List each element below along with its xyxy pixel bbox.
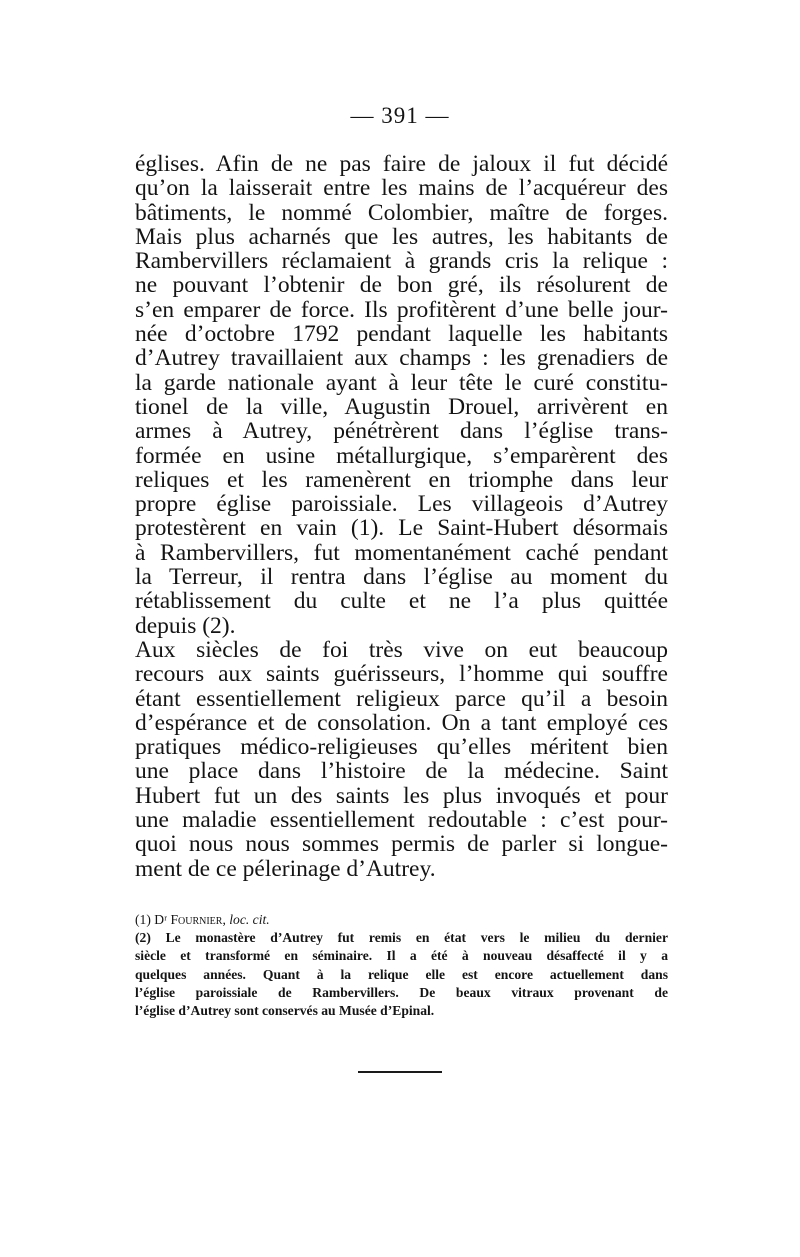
body-line: d’espérance et de consolation. On a tant employé ces: [135, 709, 668, 736]
body-line: à Rambervillers, fut momentanément caché pendant: [135, 539, 668, 566]
footnote-2-line: quelques années. Quant à la relique elle est encore actuellement dans: [135, 966, 668, 982]
footnotes: [135, 911, 668, 1020]
body-line: formée en usine métallurgique, s’emparèrent des: [135, 442, 668, 469]
body-line: rétablissement du culte et ne l’a plus quittée: [135, 588, 668, 615]
body-line: tionel de la ville, Augustin Drouel, arrivèrent en: [135, 393, 668, 420]
body-line: églises. Afin de ne pas faire de jaloux il fut décidé: [135, 151, 668, 177]
body-line: qu’on la laisserait entre les mains de l’acquéreur des: [135, 175, 668, 202]
body-line: recours aux saints guérisseurs, l’homme qui souffre: [135, 661, 668, 688]
footnote-2-line: (2) Le monastère d’Autrey fut remis en état vers le milieu du dernier: [135, 930, 668, 946]
footnote-1-author: Fournier,: [170, 912, 226, 927]
body-line: reliques et les ramenèrent en triomphe dans leur: [135, 466, 668, 493]
footnote-1-reference: loc. cit.: [229, 912, 270, 927]
body-line: la garde nationale ayant à leur tête le curé constitu-: [135, 369, 668, 396]
body-line: la Terreur, il rentra dans l’église au moment du: [135, 564, 668, 591]
paragraph-start-line: Aux siècles de foi très vive on eut beaucoup: [135, 636, 668, 663]
footnote-1-author-prefix: Dʳ: [154, 912, 168, 927]
footnote-1: [135, 911, 668, 929]
body-line: née d’octobre 1792 pendant laquelle les habitants: [135, 321, 668, 348]
body-line: pratiques médico-religieuses qu’elles méritent bien: [135, 734, 668, 761]
paragraph-end-line: depuis (2).: [135, 612, 236, 639]
body-line: Rambervillers réclamaient à grands cris la relique :: [135, 248, 668, 275]
body-line: d’Autrey travaillaient aux champs : les grenadiers de: [135, 345, 668, 372]
page-number: — 391 —: [350, 103, 450, 128]
footnote-1-number: (1): [135, 912, 151, 927]
body-line: ne pouvant l’obtenir de bon gré, ils résolurent de: [135, 272, 668, 299]
body-line: une maladie essentiellement redoutable : c’est pour-: [135, 807, 668, 834]
body-line: protestèrent en vain (1). Le Saint-Hubert désormais: [135, 515, 668, 542]
bottom-rule: [358, 1071, 442, 1073]
body-line: étant essentiellement religieux parce qu’il a besoin: [135, 685, 668, 712]
body-text: [135, 152, 668, 881]
body-line: une place dans l’histoire de la médecine. Saint: [135, 758, 668, 785]
footnote-2-line: siècle et transformé en séminaire. Il a été à nouveau désaffecté il y a: [135, 948, 668, 964]
footnote-2-line: l’église paroissiale de Rambervillers. De beaux vitraux provenant de: [135, 984, 668, 1000]
footnote-2-line: l’église d’Autrey sont conservés au Musée d’Epinal.: [135, 1003, 435, 1019]
body-line: bâtiments, le nommé Colombier, maître de forges.: [135, 199, 668, 226]
paragraph-end-line: ment de ce pélerinage d’Autrey.: [135, 855, 436, 882]
body-line: quoi nous nous sommes permis de parler si longue-: [135, 831, 668, 858]
body-line: Mais plus acharnés que les autres, les habitants de: [135, 223, 668, 250]
body-line: Hubert fut un des saints les plus invoqués et pour: [135, 782, 668, 809]
body-line: s’en emparer de force. Ils profitèrent d’une belle jour-: [135, 296, 668, 323]
body-line: armes à Autrey, pénétrèrent dans l’église trans-: [135, 418, 668, 445]
body-line: propre église paroissiale. Les villageois d’Autrey: [135, 491, 668, 518]
